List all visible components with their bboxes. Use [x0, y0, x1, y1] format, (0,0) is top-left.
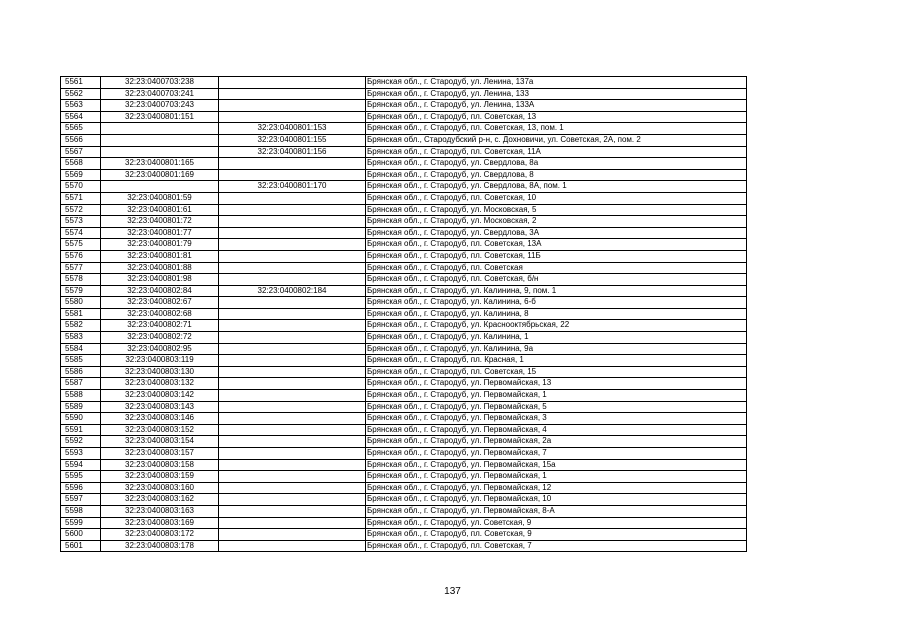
address-cell: Брянская обл., г. Стародуб, пл. Советская, 13, пом. 1: [366, 123, 747, 135]
address-cell: Брянская обл., г. Стародуб, ул. Первомайская, 8-А: [366, 505, 747, 517]
row-number-cell: 5578: [61, 274, 101, 286]
secondary-cadastral-number-cell: 32:23:0400801:170: [219, 181, 366, 193]
secondary-cadastral-number-cell: [219, 401, 366, 413]
address-cell: Брянская обл., г. Стародуб, пл. Советская, 10: [366, 192, 747, 204]
table-row: [61, 308, 747, 320]
row-number-cell: 5600: [61, 529, 101, 541]
row-number-cell: 5568: [61, 158, 101, 170]
secondary-cadastral-number-cell: [219, 505, 366, 517]
secondary-cadastral-number-cell: [219, 308, 366, 320]
row-number-cell: 5597: [61, 494, 101, 506]
secondary-cadastral-number-cell: [219, 378, 366, 390]
cadastral-number-cell: 32:23:0400803:130: [101, 366, 219, 378]
table-row: [61, 77, 747, 89]
secondary-cadastral-number-cell: 32:23:0400801:156: [219, 146, 366, 158]
address-cell: Брянская обл., г. Стародуб, пл. Советская, 9: [366, 529, 747, 541]
table-row: [61, 192, 747, 204]
row-number-cell: 5581: [61, 308, 101, 320]
cadastral-number-cell: 32:23:0400801:169: [101, 169, 219, 181]
secondary-cadastral-number-cell: [219, 192, 366, 204]
cadastral-number-cell: [101, 146, 219, 158]
cadastral-number-cell: 32:23:0400703:238: [101, 77, 219, 89]
table-row: [61, 216, 747, 228]
secondary-cadastral-number-cell: [219, 517, 366, 529]
row-number-cell: 5593: [61, 448, 101, 460]
secondary-cadastral-number-cell: [219, 424, 366, 436]
secondary-cadastral-number-cell: [219, 274, 366, 286]
row-number-cell: 5592: [61, 436, 101, 448]
cadastral-number-cell: 32:23:0400803:143: [101, 401, 219, 413]
table-row: [61, 134, 747, 146]
property-register-body: [61, 77, 747, 552]
address-cell: Брянская обл., г. Стародуб, пл. Советская, 13А: [366, 239, 747, 251]
row-number-cell: 5598: [61, 505, 101, 517]
address-cell: Брянская обл., г. Стародуб, ул. Ленина, 137а: [366, 77, 747, 89]
table-row: [61, 355, 747, 367]
table-row: [61, 250, 747, 262]
secondary-cadastral-number-cell: [219, 494, 366, 506]
secondary-cadastral-number-cell: [219, 158, 366, 170]
row-number-cell: 5586: [61, 366, 101, 378]
cadastral-number-cell: [101, 181, 219, 193]
row-number-cell: 5594: [61, 459, 101, 471]
secondary-cadastral-number-cell: [219, 343, 366, 355]
address-cell: Брянская обл., г. Стародуб, ул. Первомайская, 5: [366, 401, 747, 413]
row-number-cell: 5562: [61, 88, 101, 100]
cadastral-number-cell: 32:23:0400803:154: [101, 436, 219, 448]
row-number-cell: 5572: [61, 204, 101, 216]
row-number-cell: 5575: [61, 239, 101, 251]
secondary-cadastral-number-cell: [219, 77, 366, 89]
address-cell: Брянская обл., г. Стародуб, ул. Первомайская, 13: [366, 378, 747, 390]
row-number-cell: 5565: [61, 123, 101, 135]
secondary-cadastral-number-cell: [219, 413, 366, 425]
address-cell: Брянская обл., Стародубский р-н, с. Дохновичи, ул. Советская, 2А, пом. 2: [366, 134, 747, 146]
row-number-cell: 5591: [61, 424, 101, 436]
row-number-cell: 5579: [61, 285, 101, 297]
cadastral-number-cell: 32:23:0400803:163: [101, 505, 219, 517]
table-row: [61, 540, 747, 552]
cadastral-number-cell: [101, 123, 219, 135]
cadastral-number-cell: 32:23:0400802:67: [101, 297, 219, 309]
row-number-cell: 5561: [61, 77, 101, 89]
cadastral-number-cell: 32:23:0400803:159: [101, 471, 219, 483]
table-row: [61, 88, 747, 100]
secondary-cadastral-number-cell: [219, 482, 366, 494]
address-cell: Брянская обл., г. Стародуб, ул. Первомайская, 3: [366, 413, 747, 425]
secondary-cadastral-number-cell: [219, 204, 366, 216]
table-row: [61, 123, 747, 135]
cadastral-number-cell: 32:23:0400801:165: [101, 158, 219, 170]
address-cell: Брянская обл., г. Стародуб, пл. Советская: [366, 262, 747, 274]
table-row: [61, 378, 747, 390]
cadastral-number-cell: 32:23:0400802:68: [101, 308, 219, 320]
address-cell: Брянская обл., г. Стародуб, ул. Первомайская, 7: [366, 448, 747, 460]
cadastral-number-cell: 32:23:0400803:152: [101, 424, 219, 436]
secondary-cadastral-number-cell: 32:23:0400802:184: [219, 285, 366, 297]
table-row: [61, 227, 747, 239]
table-row: [61, 169, 747, 181]
table-row: [61, 146, 747, 158]
page-number: 137: [444, 586, 461, 597]
row-number-cell: 5574: [61, 227, 101, 239]
row-number-cell: 5585: [61, 355, 101, 367]
row-number-cell: 5566: [61, 134, 101, 146]
table-row: [61, 343, 747, 355]
address-cell: Брянская обл., г. Стародуб, ул. Свердлова, 8: [366, 169, 747, 181]
address-cell: Брянская обл., г. Стародуб, пл. Советская, 7: [366, 540, 747, 552]
secondary-cadastral-number-cell: [219, 355, 366, 367]
cadastral-number-cell: [101, 134, 219, 146]
table-row: [61, 320, 747, 332]
property-register-table: [60, 76, 747, 552]
row-number-cell: 5571: [61, 192, 101, 204]
table-row: [61, 459, 747, 471]
row-number-cell: 5588: [61, 390, 101, 402]
secondary-cadastral-number-cell: 32:23:0400801:153: [219, 123, 366, 135]
address-cell: Брянская обл., г. Стародуб, ул. Калинина, 9, пом. 1: [366, 285, 747, 297]
row-number-cell: 5599: [61, 517, 101, 529]
address-cell: Брянская обл., г. Стародуб, ул. Первомайская, 4: [366, 424, 747, 436]
secondary-cadastral-number-cell: [219, 111, 366, 123]
cadastral-number-cell: 32:23:0400801:79: [101, 239, 219, 251]
secondary-cadastral-number-cell: [219, 250, 366, 262]
address-cell: Брянская обл., г. Стародуб, ул. Первомайская, 15а: [366, 459, 747, 471]
address-cell: Брянская обл., г. Стародуб, ул. Калинина, 1: [366, 332, 747, 344]
table-row: [61, 100, 747, 112]
table-row: [61, 401, 747, 413]
table-row: [61, 448, 747, 460]
secondary-cadastral-number-cell: [219, 100, 366, 112]
cadastral-number-cell: 32:23:0400802:84: [101, 285, 219, 297]
address-cell: Брянская обл., г. Стародуб, пл. Советская, 15: [366, 366, 747, 378]
cadastral-number-cell: 32:23:0400803:172: [101, 529, 219, 541]
address-cell: Брянская обл., г. Стародуб, ул. Калинина, 9а: [366, 343, 747, 355]
secondary-cadastral-number-cell: [219, 529, 366, 541]
cadastral-number-cell: 32:23:0400803:119: [101, 355, 219, 367]
table-row: [61, 297, 747, 309]
cadastral-number-cell: 32:23:0400801:81: [101, 250, 219, 262]
row-number-cell: 5573: [61, 216, 101, 228]
secondary-cadastral-number-cell: [219, 471, 366, 483]
table-row: [61, 366, 747, 378]
row-number-cell: 5564: [61, 111, 101, 123]
row-number-cell: 5563: [61, 100, 101, 112]
cadastral-number-cell: 32:23:0400801:98: [101, 274, 219, 286]
address-cell: Брянская обл., г. Стародуб, ул. Первомайская, 10: [366, 494, 747, 506]
cadastral-number-cell: 32:23:0400803:142: [101, 390, 219, 402]
cadastral-number-cell: 32:23:0400803:169: [101, 517, 219, 529]
secondary-cadastral-number-cell: [219, 227, 366, 239]
table-row: [61, 471, 747, 483]
table-row: [61, 239, 747, 251]
address-cell: Брянская обл., г. Стародуб, пл. Советская, 11А: [366, 146, 747, 158]
address-cell: Брянская обл., г. Стародуб, ул. Ленина, 133: [366, 88, 747, 100]
row-number-cell: 5590: [61, 413, 101, 425]
row-number-cell: 5601: [61, 540, 101, 552]
row-number-cell: 5570: [61, 181, 101, 193]
cadastral-number-cell: 32:23:0400802:72: [101, 332, 219, 344]
address-cell: Брянская обл., г. Стародуб, ул. Первомайская, 1: [366, 471, 747, 483]
row-number-cell: 5580: [61, 297, 101, 309]
cadastral-number-cell: 32:23:0400801:151: [101, 111, 219, 123]
address-cell: Брянская обл., г. Стародуб, пл. Советская, 13: [366, 111, 747, 123]
address-cell: Брянская обл., г. Стародуб, ул. Первомайская, 12: [366, 482, 747, 494]
row-number-cell: 5584: [61, 343, 101, 355]
address-cell: Брянская обл., г. Стародуб, ул. Ленина, 133А: [366, 100, 747, 112]
cadastral-number-cell: 32:23:0400803:162: [101, 494, 219, 506]
table-row: [61, 111, 747, 123]
cadastral-number-cell: 32:23:0400802:95: [101, 343, 219, 355]
secondary-cadastral-number-cell: [219, 88, 366, 100]
table-row: [61, 482, 747, 494]
cadastral-number-cell: 32:23:0400802:71: [101, 320, 219, 332]
secondary-cadastral-number-cell: [219, 169, 366, 181]
row-number-cell: 5595: [61, 471, 101, 483]
table-row: [61, 494, 747, 506]
row-number-cell: 5567: [61, 146, 101, 158]
table-row: [61, 285, 747, 297]
row-number-cell: 5582: [61, 320, 101, 332]
table-row: [61, 332, 747, 344]
row-number-cell: 5577: [61, 262, 101, 274]
row-number-cell: 5576: [61, 250, 101, 262]
address-cell: Брянская обл., г. Стародуб, пл. Советская, 11Б: [366, 250, 747, 262]
cadastral-number-cell: 32:23:0400803:146: [101, 413, 219, 425]
table-row: [61, 505, 747, 517]
address-cell: Брянская обл., г. Стародуб, ул. Первомайская, 1: [366, 390, 747, 402]
address-cell: Брянская обл., г. Стародуб, ул. Московская, 5: [366, 204, 747, 216]
cadastral-number-cell: 32:23:0400803:157: [101, 448, 219, 460]
address-cell: Брянская обл., г. Стародуб, пл. Красная, 1: [366, 355, 747, 367]
secondary-cadastral-number-cell: [219, 262, 366, 274]
secondary-cadastral-number-cell: [219, 540, 366, 552]
cadastral-number-cell: 32:23:0400803:178: [101, 540, 219, 552]
secondary-cadastral-number-cell: [219, 332, 366, 344]
table-row: [61, 424, 747, 436]
row-number-cell: 5589: [61, 401, 101, 413]
row-number-cell: 5569: [61, 169, 101, 181]
secondary-cadastral-number-cell: [219, 390, 366, 402]
address-cell: Брянская обл., г. Стародуб, пл. Советская, б/н: [366, 274, 747, 286]
address-cell: Брянская обл., г. Стародуб, ул. Свердлова, 3А: [366, 227, 747, 239]
secondary-cadastral-number-cell: [219, 216, 366, 228]
cadastral-number-cell: 32:23:0400803:160: [101, 482, 219, 494]
address-cell: Брянская обл., г. Стародуб, ул. Первомайская, 2а: [366, 436, 747, 448]
cadastral-number-cell: 32:23:0400801:61: [101, 204, 219, 216]
table-row: [61, 158, 747, 170]
cadastral-number-cell: 32:23:0400801:77: [101, 227, 219, 239]
address-cell: Брянская обл., г. Стародуб, ул. Советская, 9: [366, 517, 747, 529]
table-row: [61, 274, 747, 286]
table-row: [61, 181, 747, 193]
table-row: [61, 390, 747, 402]
row-number-cell: 5587: [61, 378, 101, 390]
cadastral-number-cell: 32:23:0400801:88: [101, 262, 219, 274]
table-row: [61, 529, 747, 541]
secondary-cadastral-number-cell: [219, 239, 366, 251]
cadastral-number-cell: 32:23:0400801:59: [101, 192, 219, 204]
secondary-cadastral-number-cell: 32:23:0400801:155: [219, 134, 366, 146]
address-cell: Брянская обл., г. Стародуб, ул. Калинина, 6-б: [366, 297, 747, 309]
table-row: [61, 436, 747, 448]
cadastral-number-cell: 32:23:0400703:243: [101, 100, 219, 112]
table-row: [61, 204, 747, 216]
table-row: [61, 517, 747, 529]
secondary-cadastral-number-cell: [219, 448, 366, 460]
address-cell: Брянская обл., г. Стародуб, ул. Московская, 2: [366, 216, 747, 228]
row-number-cell: 5583: [61, 332, 101, 344]
table-row: [61, 262, 747, 274]
secondary-cadastral-number-cell: [219, 297, 366, 309]
address-cell: Брянская обл., г. Стародуб, ул. Калинина, 8: [366, 308, 747, 320]
address-cell: Брянская обл., г. Стародуб, ул. Краснооктябрьская, 22: [366, 320, 747, 332]
cadastral-number-cell: 32:23:0400803:132: [101, 378, 219, 390]
cadastral-number-cell: 32:23:0400703:241: [101, 88, 219, 100]
cadastral-number-cell: 32:23:0400801:72: [101, 216, 219, 228]
secondary-cadastral-number-cell: [219, 459, 366, 471]
table-row: [61, 413, 747, 425]
address-cell: Брянская обл., г. Стародуб, ул. Свердлова, 8а: [366, 158, 747, 170]
secondary-cadastral-number-cell: [219, 436, 366, 448]
row-number-cell: 5596: [61, 482, 101, 494]
address-cell: Брянская обл., г. Стародуб, ул. Свердлова, 8А, пом. 1: [366, 181, 747, 193]
secondary-cadastral-number-cell: [219, 366, 366, 378]
secondary-cadastral-number-cell: [219, 320, 366, 332]
cadastral-number-cell: 32:23:0400803:158: [101, 459, 219, 471]
